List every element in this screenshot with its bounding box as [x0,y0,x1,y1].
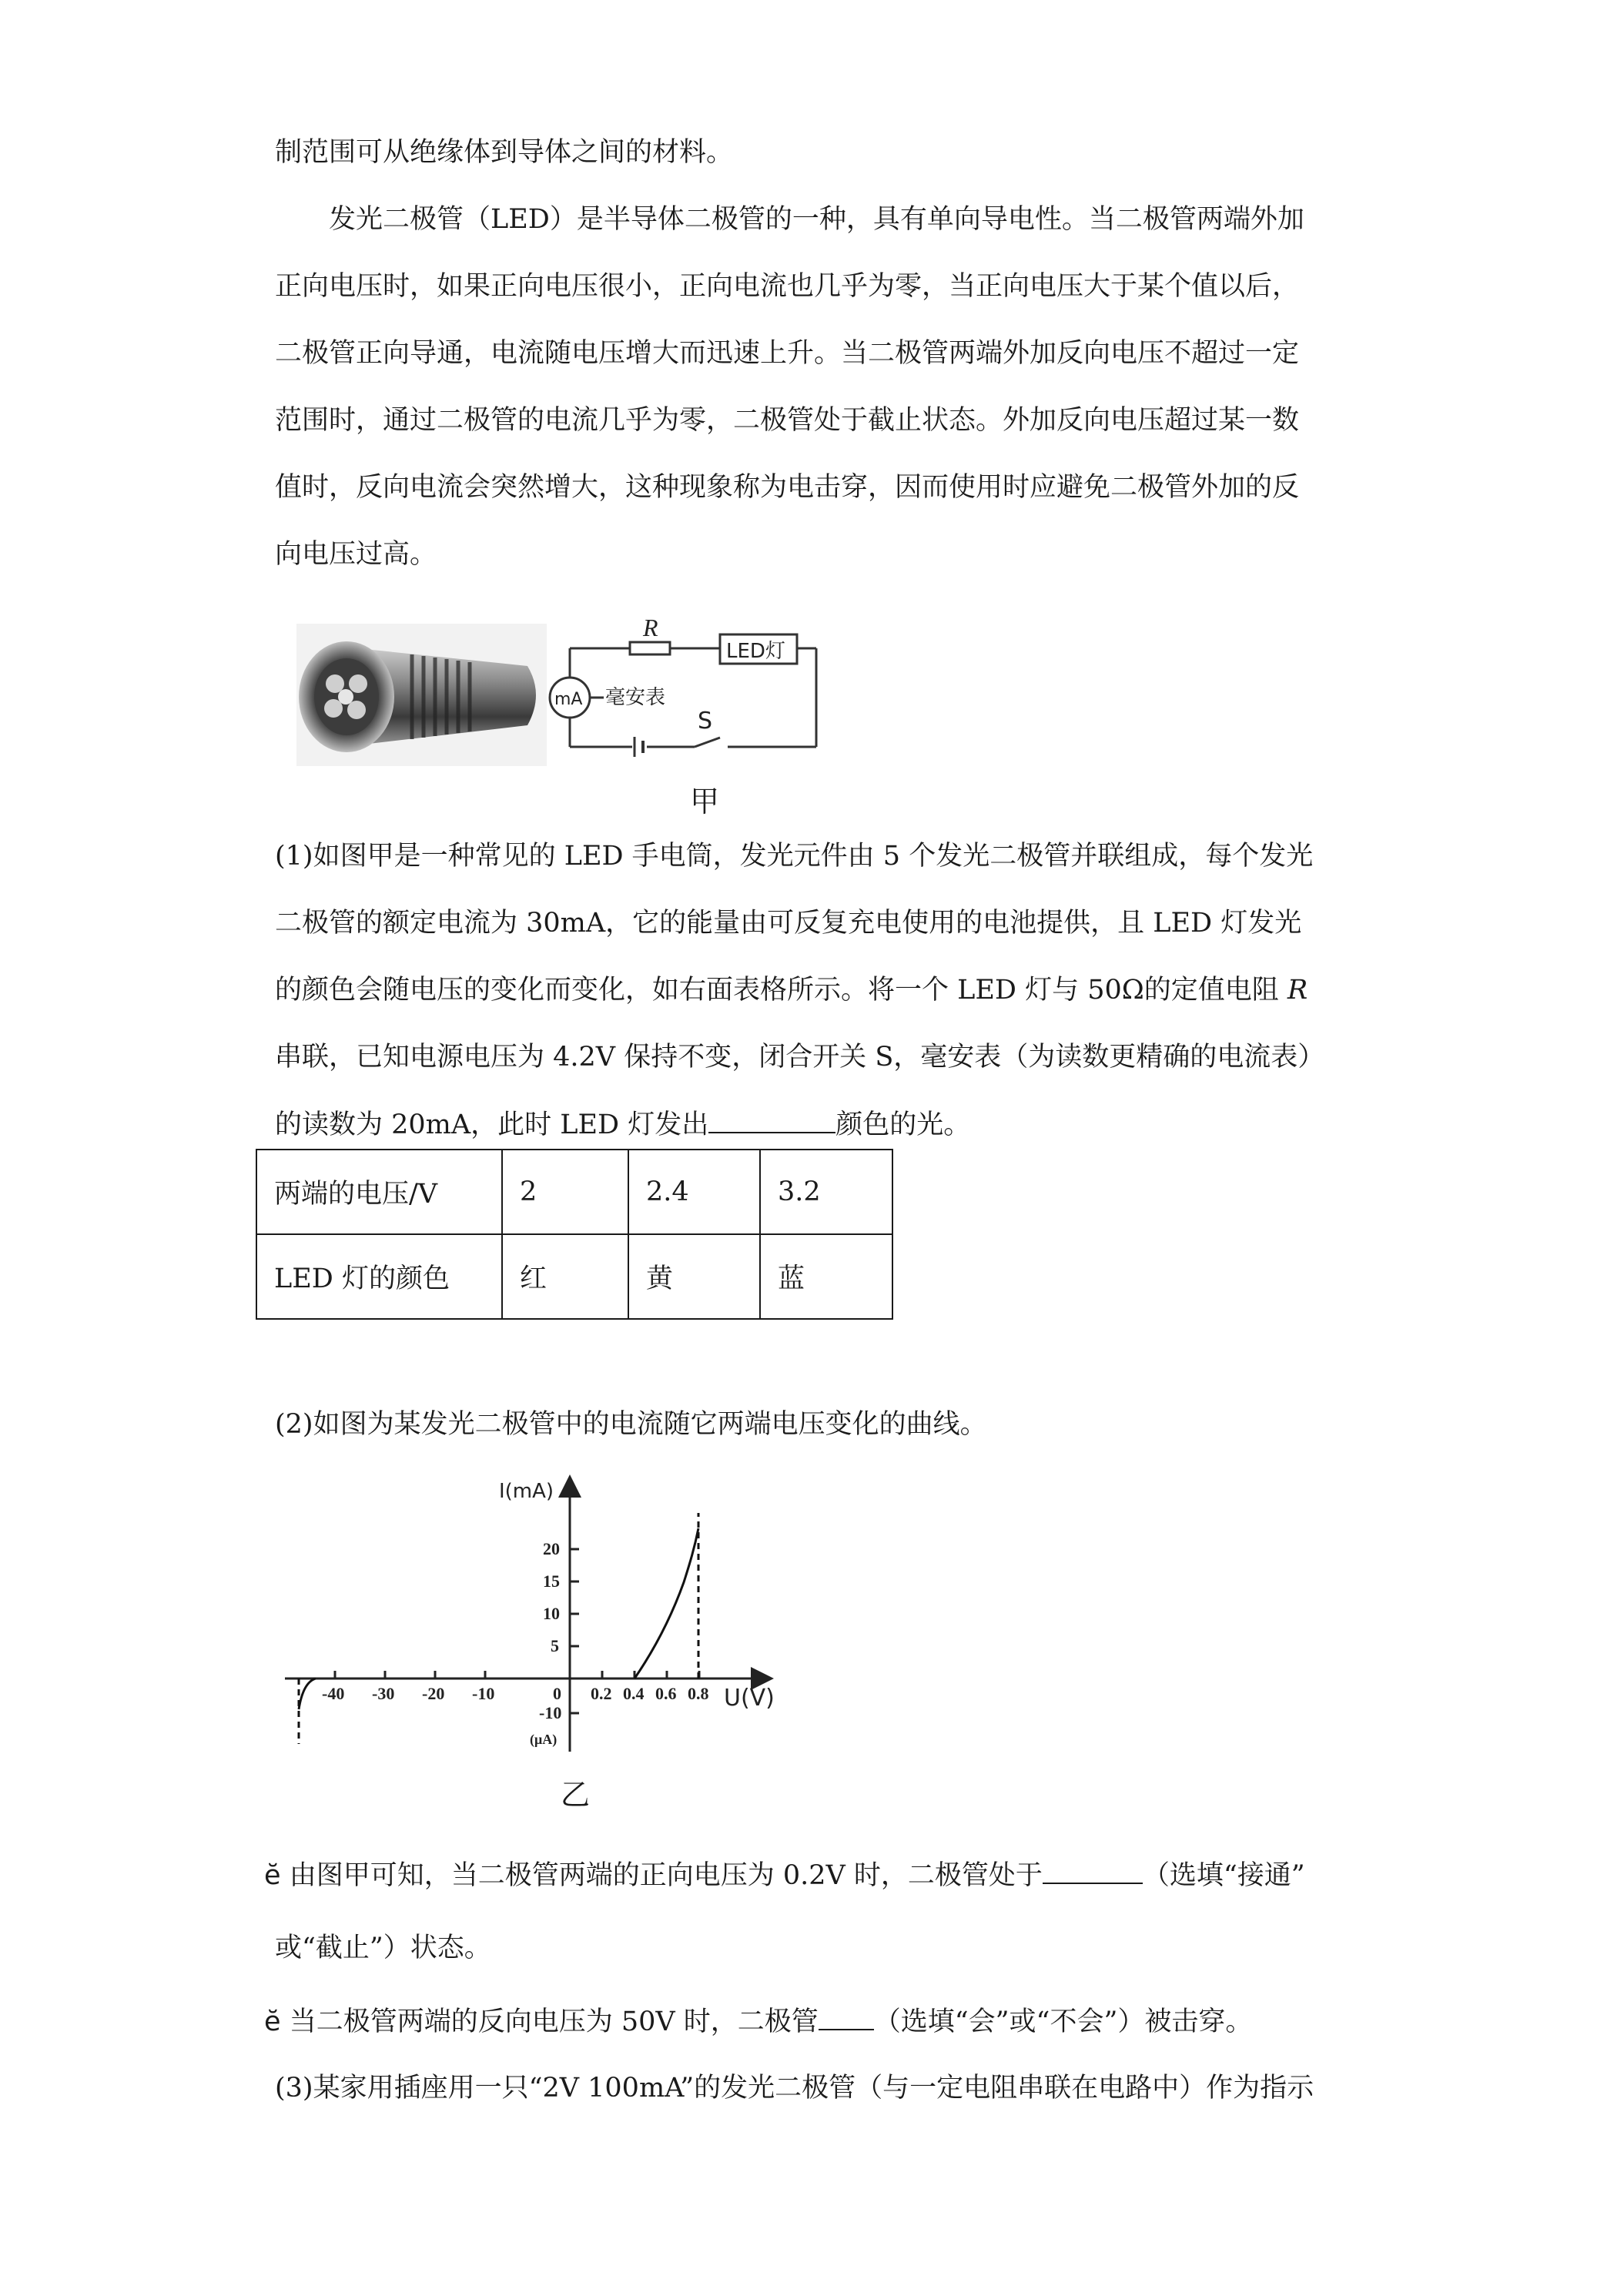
table-cell: 3.2 [760,1150,892,1234]
question-line: 二极管的额定电流为 30mA，它的能量由可反复充电使用的电池提供，且 LED 灯发光 [275,908,1302,939]
figure-caption-jia: 甲 [690,785,720,818]
paragraph-line: 向电压过高。 [275,539,437,570]
question-line: (1)如图甲是一种常见的 LED 手电筒，发光元件由 5 个发光二极管并联组成，每个发光 [275,841,1314,872]
table-cell: 2.4 [628,1150,760,1234]
table-cell: LED 灯的颜色 [256,1234,502,1319]
unit-label: (μA) [530,1732,558,1747]
y-axis-label: I(mA) [499,1480,554,1503]
paragraph-line: 值时，反向电流会突然增大，这种现象称为电击穿，因而使用时应避免二极管外加的反 [275,472,1300,503]
sub-question-mark: ĕ [264,2006,281,2037]
y-tick-label: 20 [543,1539,560,1558]
paragraph-line: 发光二极管（LED）是半导体二极管的一种，具有单向导电性。当二极管两端外加 [329,204,1304,235]
x-tick-label: -30 [372,1684,395,1703]
origin-label: 0 [553,1684,561,1703]
led-lamp-label: LED灯 [726,640,785,663]
x-tick-label: 0.2 [591,1684,612,1703]
milliammeter-symbol-label: mA [554,690,583,709]
question-line: 串联，已知电源电压为 4.2V 保持不变，闭合开关 S，毫安表（为读数更精确的电流表） [275,1042,1325,1073]
table-cell: 红 [502,1234,628,1319]
question-text: 当二极管两端的反向电压为 50V 时，二极管 [289,2006,819,2037]
question-line: (2)如图为某发光二极管中的电流随它两端电压变化的曲线。 [275,1409,987,1440]
battery-symbol [635,737,643,757]
x-tick-label: 0.8 [688,1684,709,1703]
sub-question-mark: ĕ [264,1860,281,1891]
milliammeter-label: 毫安表 [605,686,666,709]
flashlight-photo [296,624,547,766]
question-line [264,2006,1252,2037]
question-line: 或“截止”）状态。 [275,1933,491,1963]
resistor-label: R [643,614,658,641]
y-tick-label: 5 [551,1636,559,1655]
table-row [256,1150,892,1234]
y-tick-label: -10 [539,1703,562,1722]
y-tick-label: 15 [543,1571,560,1591]
x-tick-label: 0.4 [623,1684,645,1703]
question-text: 的颜色会随电压的变化而变化，如右面表格所示。将一个 LED 灯与 50Ω的定值电阻 [275,975,1287,1006]
circuit-diagram [547,608,832,774]
table-cell: 2 [502,1150,628,1234]
resistor-symbol [630,642,670,654]
question-text: 颜色的光。 [835,1110,971,1140]
led-color-table [256,1149,893,1320]
table-cell: 两端的电压/V [256,1150,502,1234]
paragraph-line: 二极管正向导通，电流随电压增大而迅速上升。当二极管两端外加反向电压不超过一定 [275,338,1300,369]
y-tick-label: 10 [543,1604,560,1623]
paragraph-line: 正向电压时，如果正向电压很小，正向电流也几乎为零，当正向电压大于某个值以后， [275,271,1300,302]
question-line: (3)某家用插座用一只“2V 100mA”的发光二极管（与一定电阻串联在电路中）作为指示 [275,2073,1314,2104]
x-tick-label: -40 [322,1684,345,1703]
figure-caption-yi: 乙 [561,1778,591,1812]
x-tick-label: 0.6 [655,1684,677,1703]
x-tick-label: -10 [472,1684,495,1703]
answer-blank[interactable] [1043,1859,1143,1884]
resistor-symbol-text: R [1287,975,1308,1006]
iv-curve-graph [285,1474,793,1767]
answer-blank[interactable] [708,1109,835,1133]
question-text: 的读数为 20mA，此时 LED 灯发出 [275,1110,709,1140]
question-line [264,1859,1305,1891]
answer-blank[interactable] [819,2006,874,2030]
table-cell: 黄 [628,1234,760,1319]
question-line [275,975,1308,1006]
question-line [275,1109,970,1140]
question-text: （选填“接通” [1142,1860,1305,1891]
x-tick-label: -20 [422,1684,445,1703]
table-cell: 蓝 [760,1234,892,1319]
x-axis-label: U(V) [724,1685,775,1712]
switch-label: S [698,708,713,735]
question-text: 由图甲可知，当二极管两端的正向电压为 0.2V 时，二极管处于 [289,1860,1043,1891]
table-row [256,1234,892,1319]
paragraph-line: 范围时，通过二极管的电流几乎为零，二极管处于截止状态。外加反向电压超过某一数 [275,405,1300,436]
paragraph-line: 制范围可从绝缘体到导体之间的材料。 [275,137,734,168]
question-text: （选填“会”或“不会”）被击穿。 [873,2006,1253,2037]
